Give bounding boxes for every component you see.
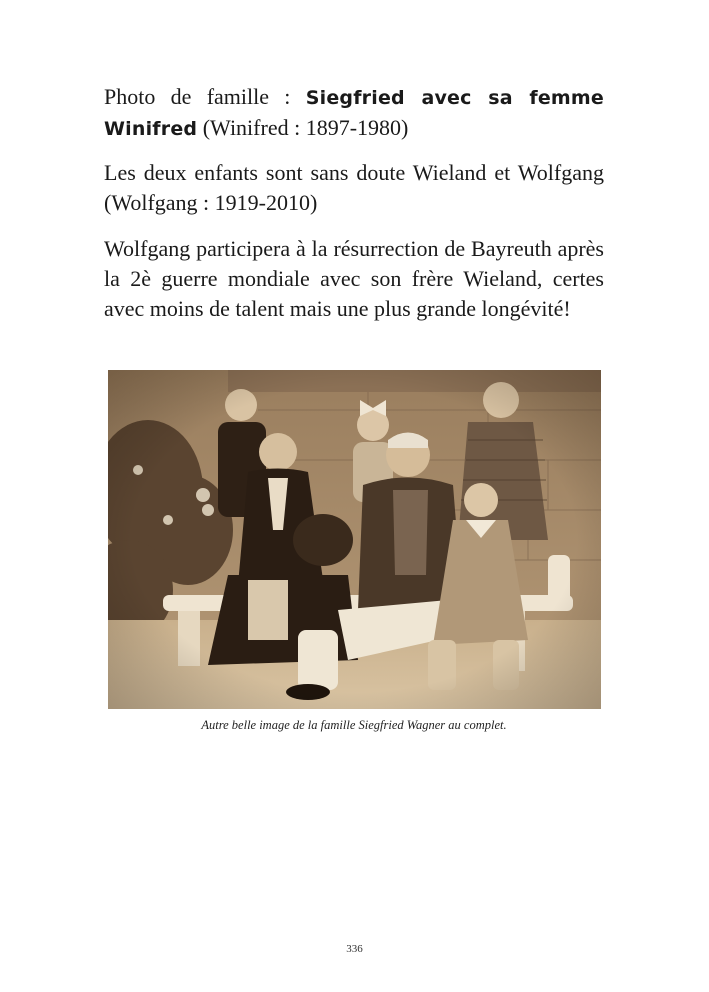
- paragraph-wolfgang: Wolfgang participera à la résurrection de Bayreuth après la 2è guerre mondiale avec son frère Wieland, certes avec moins de talent mais une plus grande longévité!: [104, 236, 604, 321]
- family-photo: [108, 370, 601, 709]
- page-number: 336: [346, 943, 363, 955]
- paragraph-prefix: Photo de famille :: [104, 84, 306, 109]
- photo-caption: Autre belle image de la famille Siegfried Wagner au complet.: [201, 718, 507, 732]
- paragraph-bold-names: Siegfried avec sa femme Winifred: [104, 87, 604, 140]
- paragraph-photo-title: [104, 82, 604, 144]
- paragraph-suffix: (Winifred : 1897-1980): [197, 115, 409, 140]
- paragraph-children: Les deux enfants sont sans doute Wieland et Wolfgang (Wolfgang : 1919-2010): [104, 160, 604, 215]
